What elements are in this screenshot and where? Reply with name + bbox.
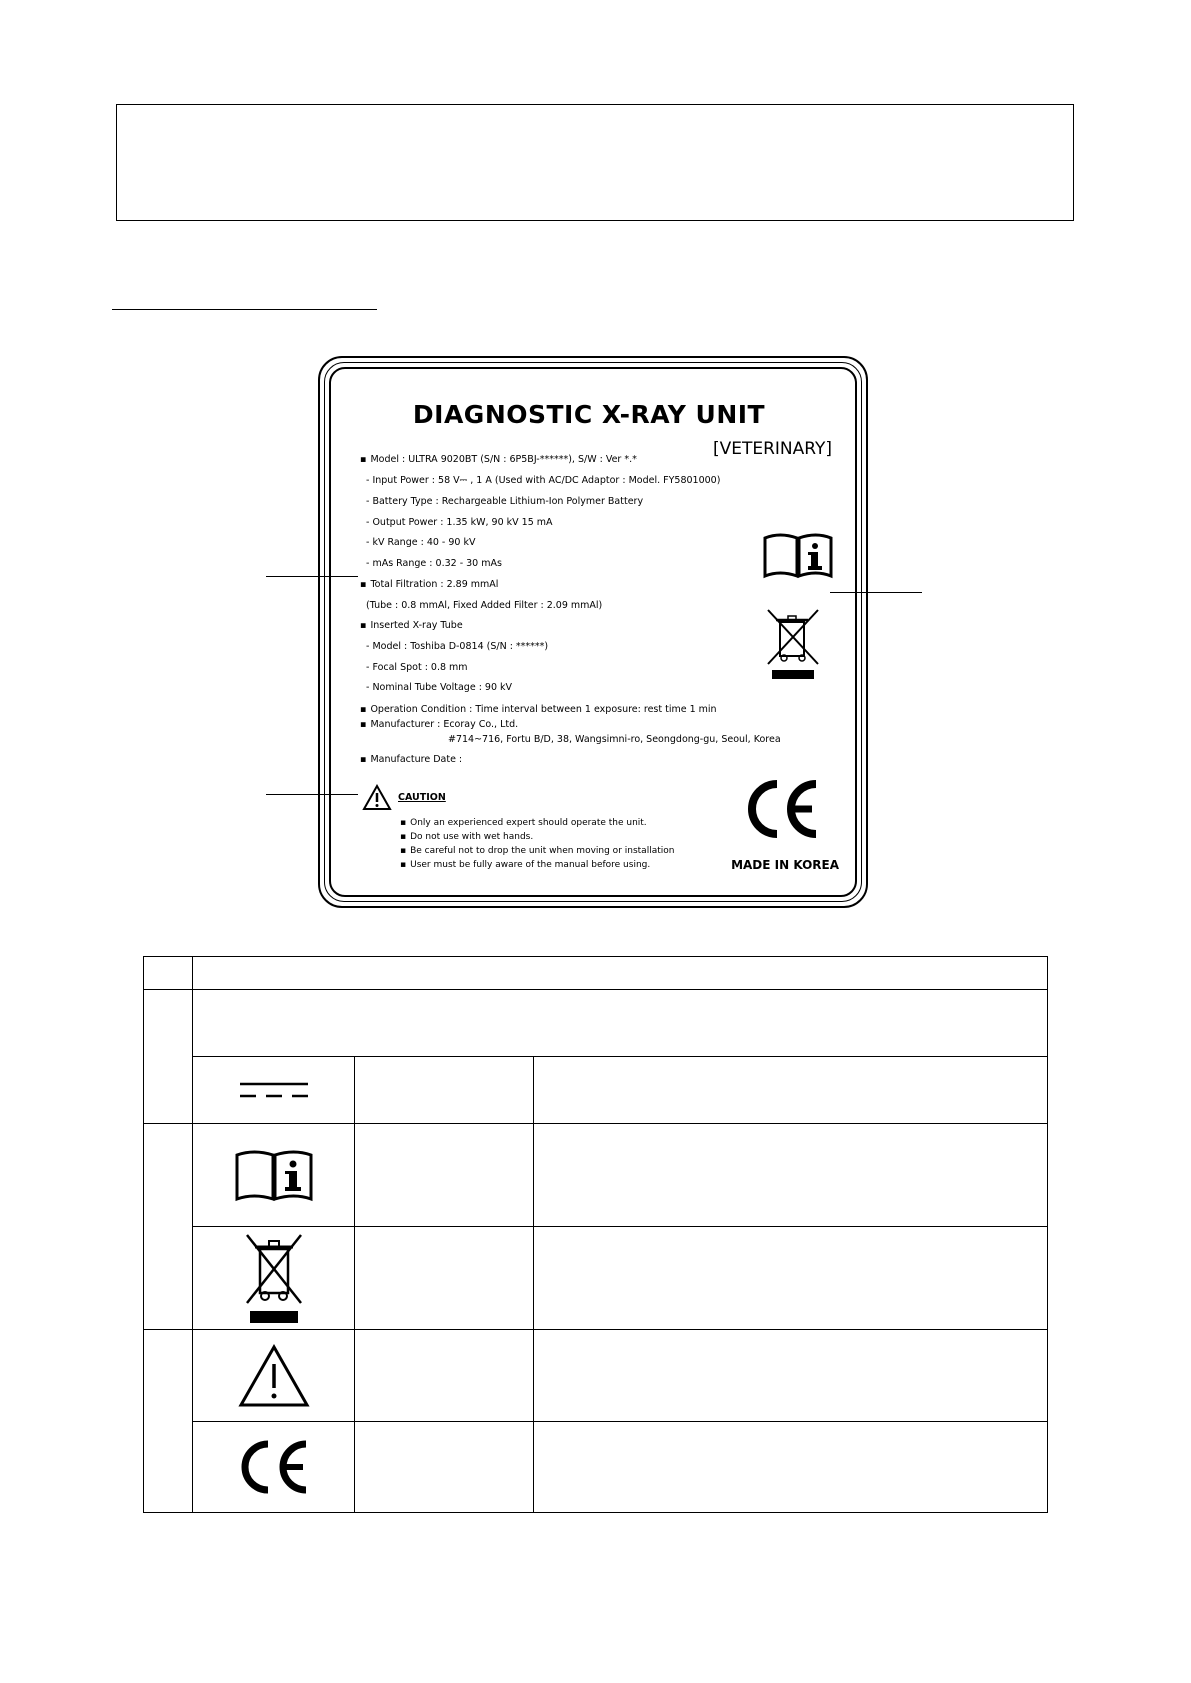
direct-current-icon: [234, 1075, 314, 1105]
table-cell: [193, 990, 1048, 1057]
spec-input-power: - Input Power : 58 V⎓ , 1 A (Used with AC/DC Adaptor : Model. FY5801000): [366, 475, 721, 486]
caution-item: ▪ Be careful not to drop the unit when moving or installation: [400, 844, 674, 858]
spec-address: #714~716, Fortu B/D, 38, Wangsimni-ro, Seongdong-gu, Seoul, Korea: [448, 734, 781, 745]
warning-triangle-icon: [362, 784, 392, 816]
spec-output-power: - Output Power : 1.35 kW, 90 kV 15 mA: [366, 517, 553, 528]
table-cell: [144, 990, 193, 1124]
ce-mark-icon: [740, 778, 822, 845]
table-cell: [193, 1330, 355, 1422]
made-in-label: MADE IN KOREA: [731, 858, 839, 872]
warning-triangle-icon: [238, 1344, 310, 1408]
read-manual-icon: [234, 1147, 314, 1203]
table-cell: [193, 957, 1048, 990]
caution-list: [400, 816, 674, 872]
table-cell: [534, 1124, 1048, 1227]
spec-inserted-tube: ▪ Inserted X-ray Tube: [360, 620, 463, 631]
section-title-underline: [112, 309, 377, 310]
table-cell: [534, 1422, 1048, 1513]
spec-mas-range: - mAs Range : 0.32 - 30 mAs: [366, 558, 502, 569]
spec-operation-condition: ▪ Operation Condition : Time interval between 1 exposure: rest time 1 min: [360, 704, 717, 715]
spec-tube-model: - Model : Toshiba D-0814 (S/N : ******): [366, 641, 549, 652]
spec-focal-spot: - Focal Spot : 0.8 mm: [366, 662, 468, 673]
table-cell: [355, 1227, 534, 1330]
table-row: [144, 990, 1048, 1057]
table-cell: [534, 1330, 1048, 1422]
table-cell: [193, 1422, 355, 1513]
spec-total-filtration: ▪ Total Filtration : 2.89 mmAl: [360, 579, 498, 590]
table-cell: [193, 1227, 355, 1330]
table-cell: [144, 1124, 193, 1330]
table-cell: [193, 1124, 355, 1227]
read-manual-icon: [762, 530, 834, 585]
table-cell: [355, 1057, 534, 1124]
ce-mark-icon: [234, 1439, 314, 1495]
caution-item: ▪ Only an experienced expert should operate the unit.: [400, 816, 674, 830]
table-cell: [144, 1330, 193, 1513]
plate-subtitle: [VETERINARY]: [712, 439, 832, 459]
spec-nominal-voltage: - Nominal Tube Voltage : 90 kV: [366, 682, 513, 693]
rating-label-plate: [318, 356, 868, 908]
table-cell: [144, 957, 193, 990]
symbol-table: [143, 956, 1048, 1513]
caution-item: ▪ User must be fully aware of the manual before using.: [400, 858, 674, 872]
table-row: [144, 1422, 1048, 1513]
spec-filtration-detail: (Tube : 0.8 mmAl, Fixed Added Filter : 2.09 mmAl): [366, 600, 603, 611]
table-row: [144, 1124, 1048, 1227]
table-cell: [355, 1124, 534, 1227]
crossed-out-bin-icon: [241, 1231, 307, 1325]
table-row: [144, 1330, 1048, 1422]
crossed-out-bin-icon: [762, 608, 824, 685]
spec-manufacturer: ▪ Manufacturer : Ecoray Co., Ltd.: [360, 719, 518, 730]
table-cell: [355, 1422, 534, 1513]
table-cell: [534, 1057, 1048, 1124]
caution-item: ▪ Do not use with wet hands.: [400, 830, 674, 844]
spec-kv-range: - kV Range : 40 - 90 kV: [366, 537, 476, 548]
header-box: [116, 104, 1074, 221]
table-cell: [193, 1057, 355, 1124]
table-cell: [534, 1227, 1048, 1330]
table-row: [144, 957, 1048, 990]
caution-title: CAUTION: [398, 792, 446, 803]
spec-manufacture-date: ▪ Manufacture Date :: [360, 754, 462, 765]
table-row: [144, 1057, 1048, 1124]
spec-model: ▪ Model : ULTRA 9020BT (S/N : 6P5BJ-******), S/W : Ver *.*: [360, 454, 637, 465]
table-cell: [355, 1330, 534, 1422]
table-row: [144, 1227, 1048, 1330]
plate-title: DIAGNOSTIC X-RAY UNIT: [412, 400, 766, 429]
spec-battery-type: - Battery Type : Rechargeable Lithium-Ion Polymer Battery: [366, 496, 644, 507]
